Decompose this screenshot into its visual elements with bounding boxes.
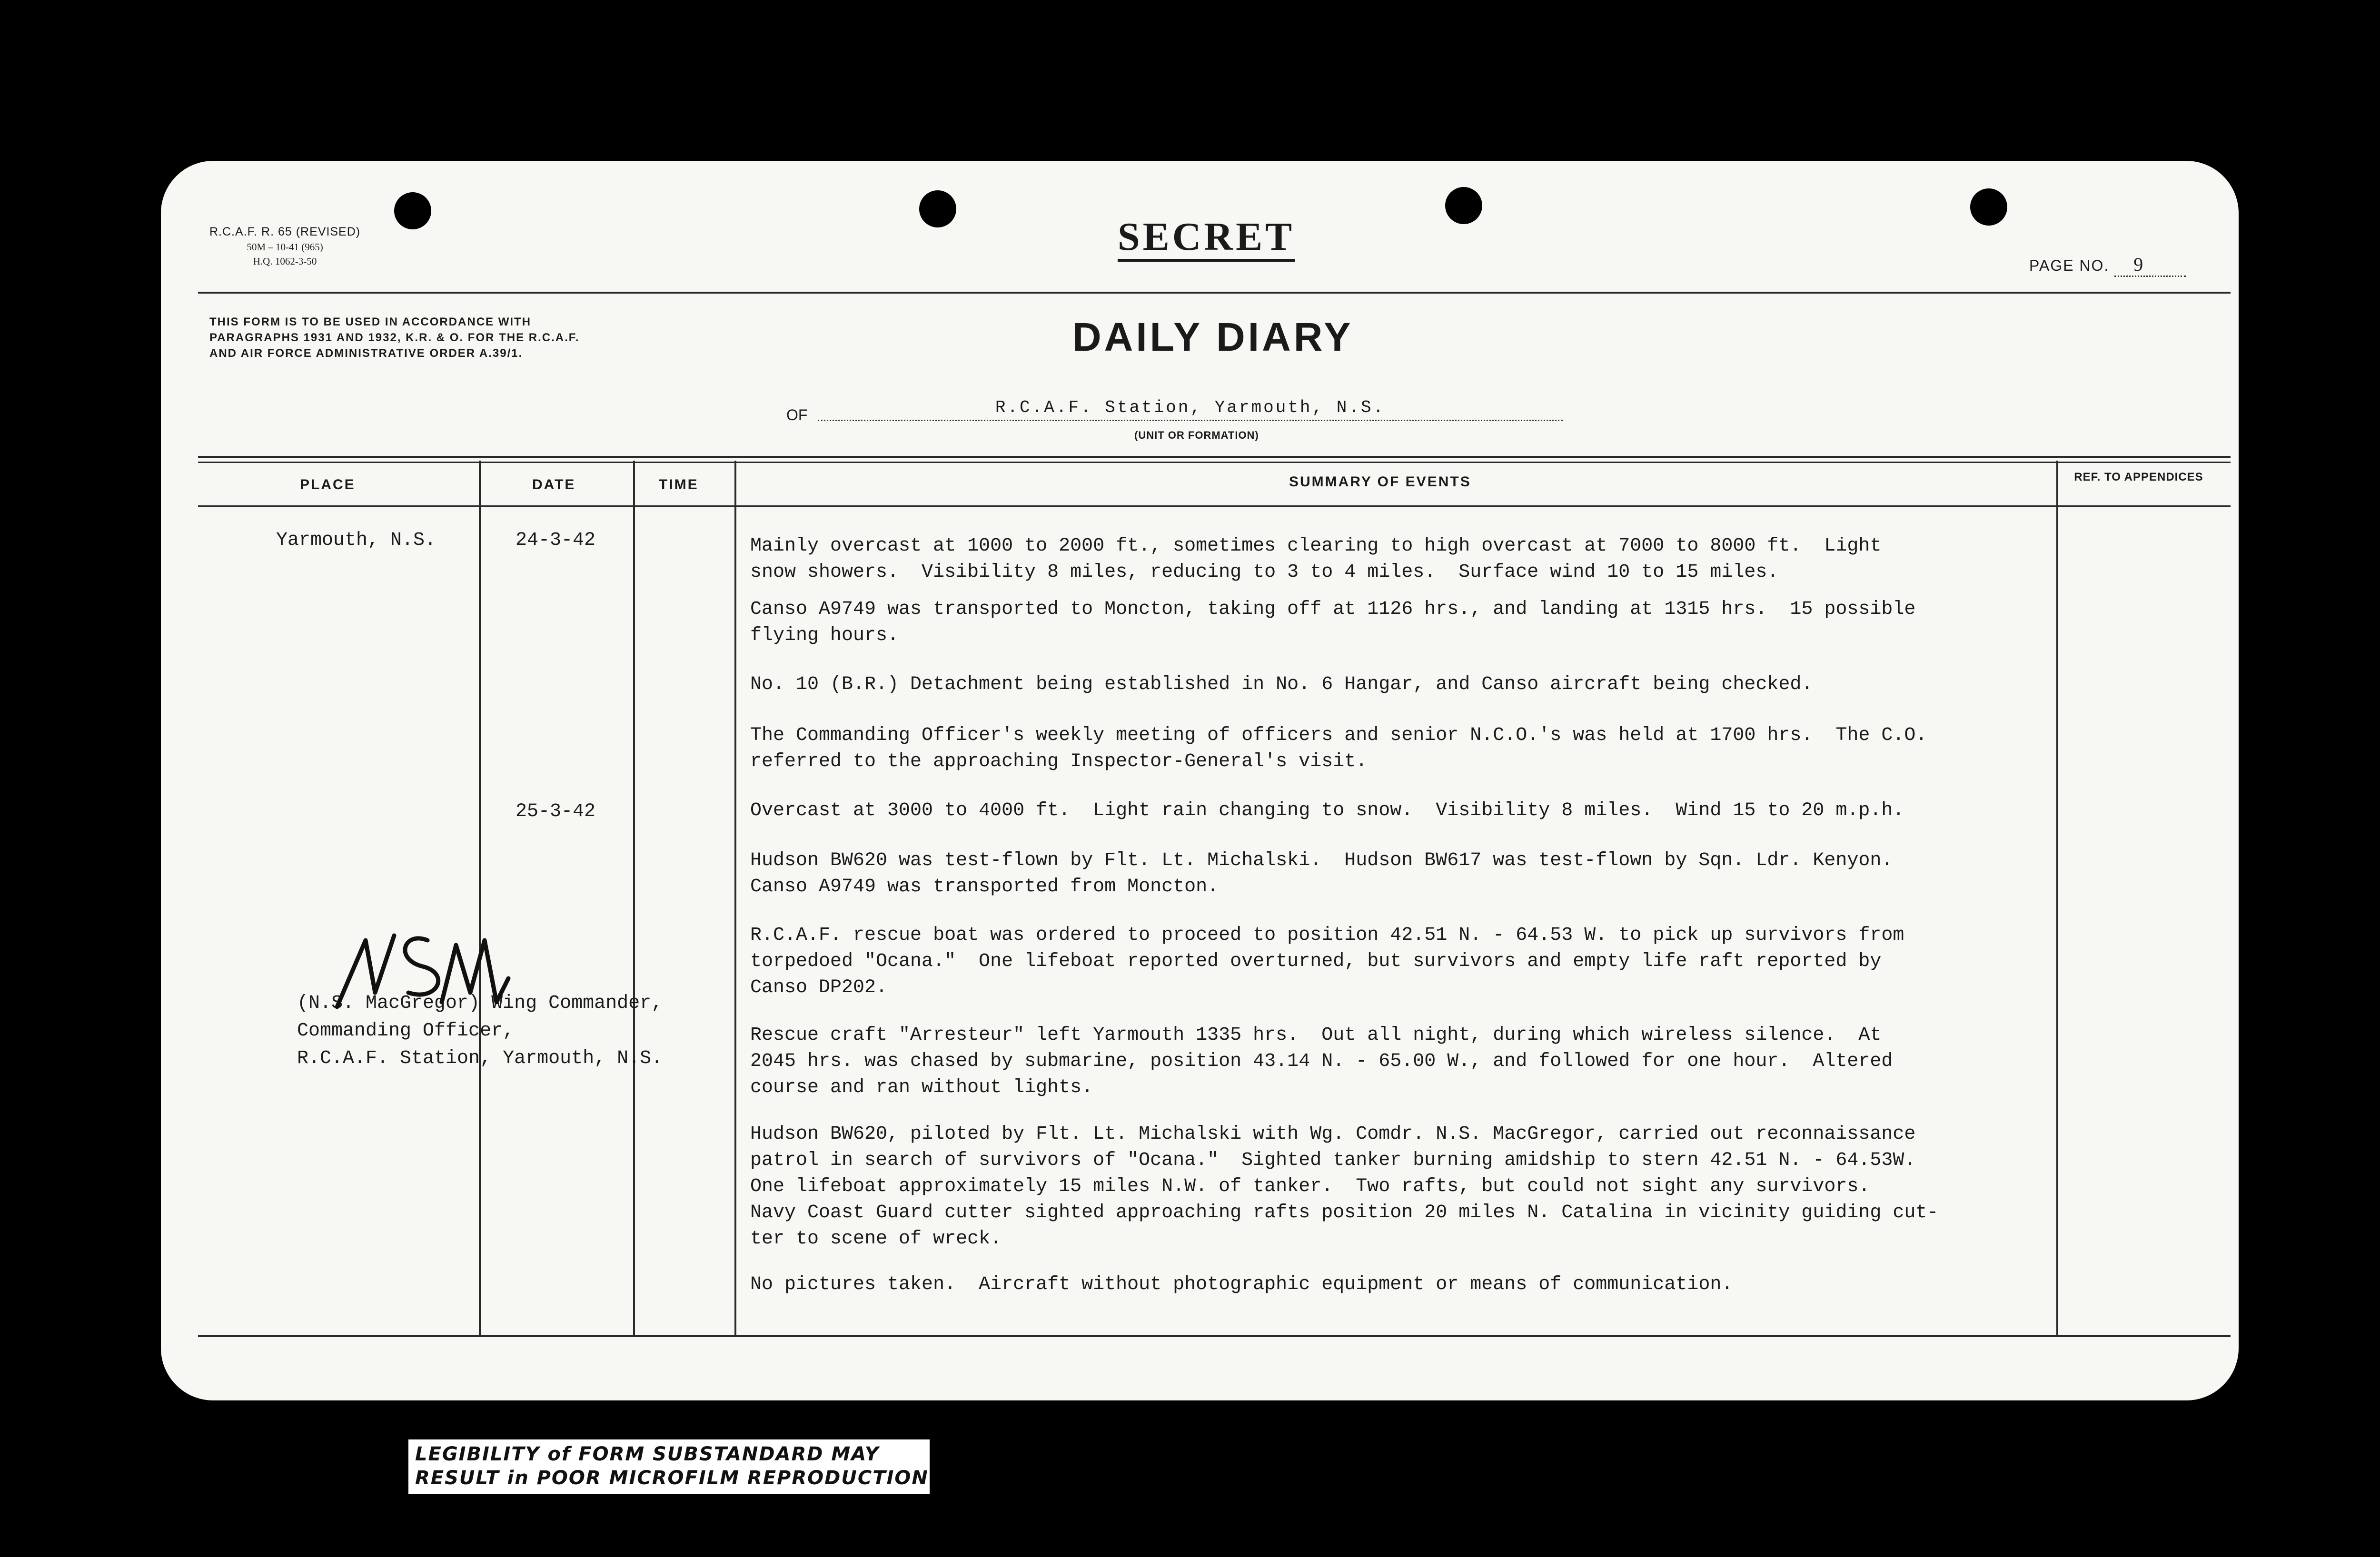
column-divider (633, 461, 635, 1336)
diary-entry: R.C.A.F. rescue boat was ordered to proceed to position 42.51 N. - 64.53 W. to pick up survivors from torpedoed "Ocana." One lifeboat reported overturned, but survivors and empty life raft reported by Canso DP202. (750, 925, 1904, 998)
column-header-ref: REF. TO APPENDICES (2074, 471, 2203, 483)
column-header-summary: SUMMARY OF EVENTS (1289, 474, 1471, 490)
classification-heading: SECRET (1118, 215, 1295, 262)
unit-label: OF (786, 406, 808, 424)
column-divider (2056, 461, 2058, 1336)
form-reference (209, 224, 360, 268)
page-number (2029, 253, 2186, 277)
microfilm-note (408, 1439, 930, 1494)
column-divider (734, 461, 736, 1336)
date-value: 24-3-42 (516, 530, 596, 551)
table-bottom-rule (198, 1335, 2231, 1337)
diary-entry: No pictures taken. Aircraft without photographic equipment or means of communication. (750, 1274, 1733, 1295)
column-divider (479, 461, 481, 1336)
header-rule (198, 505, 2231, 507)
diary-entry: Rescue craft "Arresteur" left Yarmouth 1335 hrs. Out all night, during which wireless silence. At 2045 hrs. was chased by submarine, position 43.14 N. - 65.00 W., and followed for one hour. Altered course and ran without lights. (750, 1025, 1893, 1098)
handwritten-signature (332, 921, 513, 1026)
form-printing: 50M – 10-41 (965) (247, 241, 323, 253)
diary-entry: Hudson BW620, piloted by Flt. Lt. Michalski with Wg. Comdr. N.S. MacGregor, carried out reconnaissance patrol in search of survivors of "Ocana." Sighted tanker burning amidship to stern 42.51 N. - 64.53W. One lifeboat approximately 15 miles N.W. of tanker. Two rafts, but could not sight any survivors. Navy Coast Guard cutter sighted approaching rafts position 20 miles N. Catalina in vicinity guiding cut- ter to scene of wreck. (750, 1123, 1939, 1250)
table-top-rule (198, 456, 2231, 458)
unit-caption: (UNIT OR FORMATION) (1134, 429, 1259, 441)
diary-form-card (161, 161, 2239, 1400)
diary-entry: No. 10 (B.R.) Detachment being established in No. 6 Hangar, and Canso aircraft being checked. (750, 674, 1813, 695)
column-header-place: PLACE (300, 477, 356, 493)
punch-hole (919, 190, 956, 227)
form-code: R.C.A.F. R. 65 (REVISED) (209, 225, 361, 238)
punch-hole (1445, 187, 1482, 224)
divider (198, 292, 2231, 294)
table-top-rule (198, 462, 2231, 463)
diary-entry: Canso A9749 was transported to Moncton, taking off at 1126 hrs., and landing at 1315 hrs. 15 possible flying hours. (750, 599, 1916, 646)
form-hq: H.Q. 1062-3-50 (253, 256, 317, 267)
form-instructions: THIS FORM IS TO BE USED IN ACCORDANCE WITH PARAGRAPHS 1931 AND 1932, K.R. & O. FOR THE R.C.A.F. AND AIR FORCE ADMINISTRATIVE ORDER A.39/1. (209, 315, 580, 360)
punch-hole (1970, 188, 2007, 226)
signature-block: (N.S. MacGregor) Wing Commander, Commanding Officer, R.C.A.F. Station, Yarmouth, N.S. (297, 993, 663, 1069)
diary-entry: Overcast at 3000 to 4000 ft. Light rain changing to snow. Visibility 8 miles. Wind 15 to 20 m.p.h. (750, 800, 1904, 821)
place-value: Yarmouth, N.S. (276, 530, 436, 551)
column-header-date: DATE (532, 477, 576, 493)
microfilm-note-text: LEGIBILITY of FORM SUBSTANDARD MAY RESULT in POOR MICROFILM REPRODUCTION (415, 1443, 929, 1489)
unit-value: R.C.A.F. Station, Yarmouth, N.S. (818, 398, 1563, 421)
punch-hole (394, 192, 431, 229)
date-value: 25-3-42 (516, 801, 596, 822)
column-header-time: TIME (659, 477, 699, 493)
page-number-label: PAGE NO. (2029, 257, 2110, 274)
diary-entry: The Commanding Officer's weekly meeting of officers and senior N.C.O.'s was held at 1700 hrs. The C.O. referred to the approaching Inspector-General's visit. (750, 725, 1927, 772)
diary-entry: Hudson BW620 was test-flown by Flt. Lt. Michalski. Hudson BW617 was test-flown by Sqn. Ldr. Kenyon. Canso A9749 was transported from Moncton. (750, 850, 1893, 897)
page-number-value: 9 (2114, 253, 2186, 277)
diary-entry: Mainly overcast at 1000 to 2000 ft., sometimes clearing to high overcast at 7000 to 8000 ft. Light snow showers. Visibility 8 miles, reducing to 3 to 4 miles. Surface wind 10 to 15 miles. (750, 535, 1882, 583)
page-title: DAILY DIARY (1072, 315, 1354, 359)
